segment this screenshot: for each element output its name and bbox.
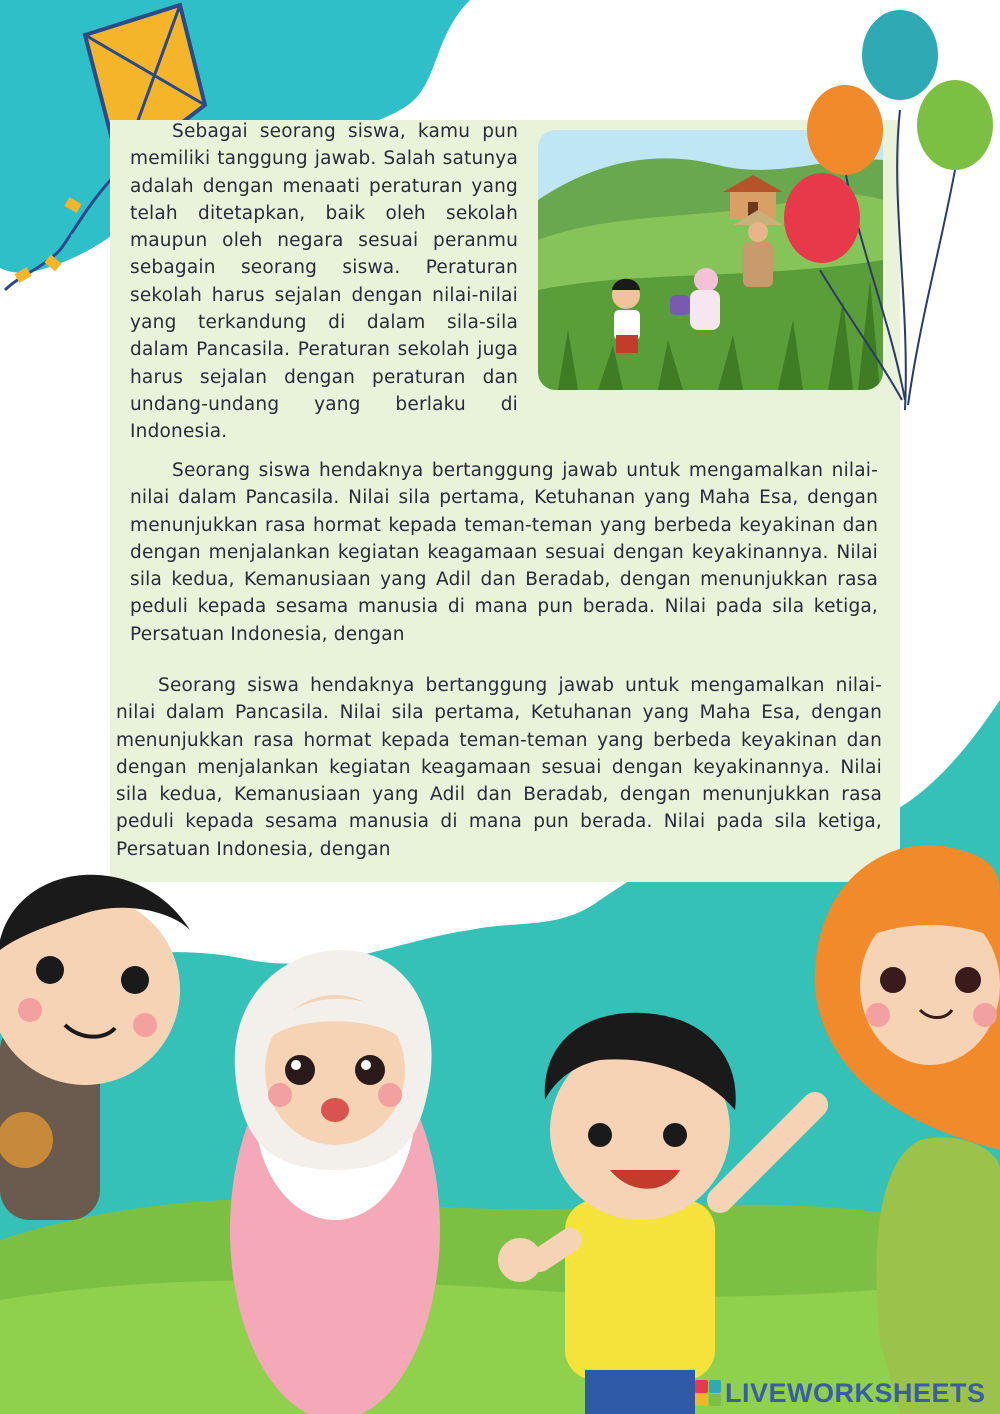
balloons-illustration bbox=[780, 0, 1000, 420]
watermark-text: LIVEWORKSHEETS bbox=[725, 1377, 986, 1408]
balloon-green bbox=[917, 80, 993, 170]
liveworksheets-logo-icon bbox=[695, 1380, 721, 1406]
girl-center bbox=[230, 950, 440, 1414]
boy-left bbox=[0, 875, 190, 1220]
liveworksheets-watermark bbox=[695, 1378, 986, 1408]
paragraph-responsibility: Sebagai seorang siswa, kamu pun memiliki tanggung jawab. Salah satunya adalah dengan menaati peraturan yang telah ditetapkan, baik oleh sekolah maupun oleh negara sesuai peranmu sebagain seorang siswa. Peraturan sekolah harus sejalan dengan nilai-nilai yang terkandung di dalam sila-sila dalam Pancasila. Peraturan sekolah juga harus sejalan dengan peraturan dan undang-undang yang berlaku di Indonesia. bbox=[130, 121, 518, 443]
balloon-orange bbox=[807, 85, 883, 175]
balloon-red bbox=[784, 173, 860, 263]
paragraph-pancasila-2: Seorang siswa hendaknya bertanggung jawab untuk mengamalkan nilai-nilai dalam Pancasila. Nilai sila pertama, Ketuhanan yang Maha Esa, dengan menunjukkan rasa hormat kepada teman-teman yang berbeda keyakinan dan dengan menjalankan kegiatan keagamaan sesuai dengan keyakinannya. Nilai sila kedua, Kemanusiaan yang Adil dan Beradab, dengan menunjukkan rasa peduli kepada sesama manusia di mana pun berada. Nilai pada sila ketiga, Persatuan Indonesia, dengan bbox=[116, 675, 882, 860]
children-illustration bbox=[0, 840, 1000, 1414]
boy-yellow bbox=[498, 1013, 815, 1414]
balloon-teal bbox=[862, 10, 938, 100]
girl-right bbox=[815, 845, 1000, 1414]
paragraph-pancasila-1: Seorang siswa hendaknya bertanggung jawab untuk mengamalkan nilai-nilai dalam Pancasila. Nilai sila pertama, Ketuhanan yang Maha Esa, dengan menunjukkan rasa hormat kepada teman-teman yang berbeda keyakinan dan dengan menjalankan kegiatan keagamaan sesuai dengan keyakinannya. Nilai sila kedua, Kemanusiaan yang Adil dan Beradab, dengan menunjukkan rasa peduli kepada sesama manusia di mana pun berada. Nilai pada sila ketiga, Persatuan Indonesia, dengan bbox=[130, 460, 878, 645]
